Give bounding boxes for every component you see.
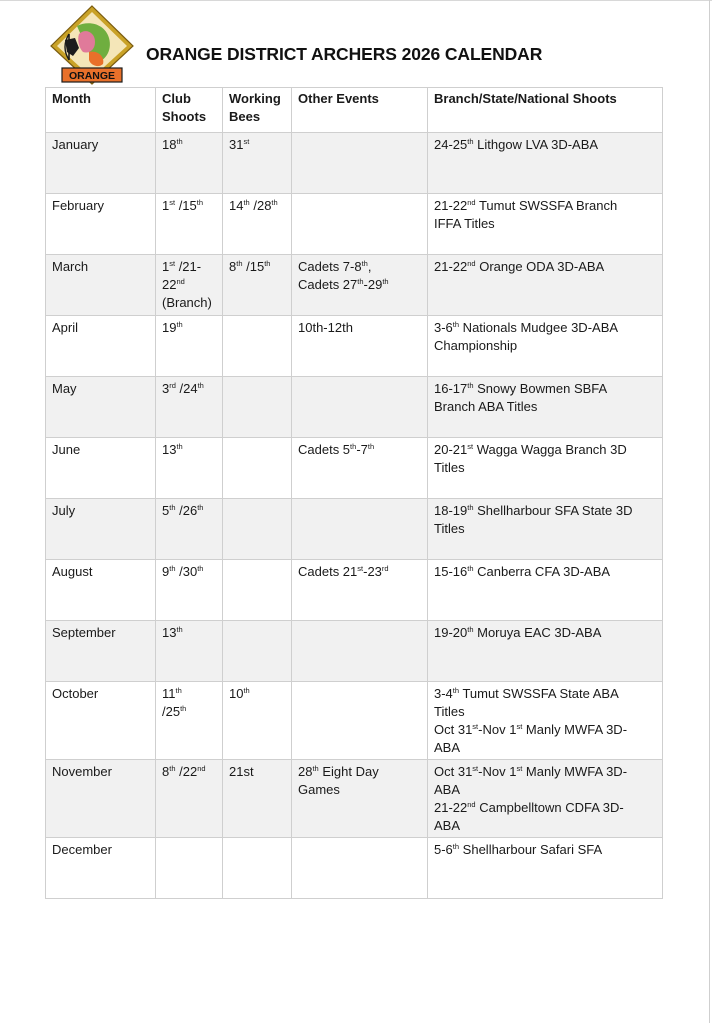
cell-line — [434, 763, 656, 781]
cell-text: Shellharbour Safari SFA — [459, 842, 603, 857]
other-events-cell — [292, 838, 428, 899]
cell-text: ABA — [434, 782, 461, 797]
cell-text: 24-25 — [434, 137, 468, 152]
cell-text: 15-16 — [434, 564, 468, 579]
table-row — [46, 499, 663, 560]
cell-text: /26 — [175, 503, 198, 518]
cell-line — [434, 563, 656, 581]
cell-text: Lithgow LVA 3D-ABA — [473, 137, 599, 152]
branch-shoots-cell — [428, 621, 663, 682]
club-shoots-cell — [156, 316, 223, 377]
cell-line — [229, 685, 285, 703]
club-shoots-cell — [156, 255, 223, 316]
branch-shoots-cell — [428, 838, 663, 899]
cell-line — [162, 441, 216, 459]
branch-shoots-cell — [428, 133, 663, 194]
cell-line — [434, 197, 656, 215]
cell-text: 21st — [229, 764, 254, 779]
cell-text: Tumut SWSSFA Branch — [475, 198, 618, 213]
cell-line — [434, 520, 656, 538]
cell-line — [434, 441, 656, 459]
cell-line — [162, 624, 216, 642]
ordinal-suffix: st — [169, 259, 176, 268]
cell-text: 8 — [162, 764, 170, 779]
working-bees-cell — [223, 133, 292, 194]
cell-text: Titles — [434, 460, 465, 475]
ordinal-suffix: th — [169, 764, 176, 773]
working-bees-cell — [223, 316, 292, 377]
cell-line — [162, 763, 216, 781]
cell-text: Cadets 5 — [298, 442, 351, 457]
cell-text: ABA — [434, 740, 461, 755]
table-row — [46, 194, 663, 255]
header-cell — [223, 88, 292, 133]
header-cell — [46, 88, 156, 133]
club-shoots-cell — [156, 499, 223, 560]
ordinal-suffix: th — [467, 625, 474, 634]
ordinal-suffix: nd — [197, 764, 206, 773]
working-bees-cell — [223, 438, 292, 499]
cell-line — [434, 258, 656, 276]
cell-text: -Nov 1 — [478, 764, 517, 779]
cell-text: 19-20 — [434, 625, 468, 640]
month-cell: November — [46, 760, 156, 838]
cell-text: 13 — [162, 625, 177, 640]
cell-text: 16-17 — [434, 381, 468, 396]
cell-line — [298, 276, 421, 294]
ordinal-suffix: th — [176, 442, 183, 451]
ordinal-suffix: st — [516, 764, 523, 773]
ordinal-suffix: th — [264, 259, 271, 268]
month-cell: January — [46, 133, 156, 194]
month-cell: July — [46, 499, 156, 560]
ordinal-suffix: th — [361, 259, 368, 268]
cell-line — [298, 441, 421, 459]
ordinal-suffix: th — [467, 503, 474, 512]
cell-text: , — [367, 259, 372, 274]
ordinal-suffix: st — [516, 722, 523, 731]
cell-text: 5-6 — [434, 842, 453, 857]
ordinal-suffix: st — [169, 198, 176, 207]
cell-text: 11 — [162, 686, 176, 701]
ordinal-suffix: th — [169, 564, 176, 573]
cell-text: Oct 31 — [434, 722, 473, 737]
ordinal-suffix: st — [357, 564, 364, 573]
club-shoots-cell — [156, 133, 223, 194]
month-cell: March — [46, 255, 156, 316]
ordinal-suffix: th — [452, 842, 460, 851]
other-events-cell — [292, 377, 428, 438]
working-bees-cell — [223, 377, 292, 438]
other-events-cell — [292, 499, 428, 560]
cell-text: -29 — [363, 277, 383, 292]
club-shoots-cell — [156, 760, 223, 838]
cell-text: Manly MWFA 3D- — [522, 764, 628, 779]
ordinal-suffix: th — [452, 320, 460, 329]
header-label: Shoots — [162, 109, 207, 124]
ordinal-suffix: th — [467, 381, 474, 390]
cell-line — [162, 294, 216, 312]
other-events-cell — [292, 438, 428, 499]
club-shoots-cell — [156, 621, 223, 682]
club-shoots-cell — [156, 560, 223, 621]
cell-line — [162, 276, 216, 294]
other-events-cell — [292, 682, 428, 760]
cell-line — [229, 258, 285, 276]
cell-text: 14 — [229, 198, 244, 213]
table-row — [46, 438, 663, 499]
other-events-cell — [292, 255, 428, 316]
other-events-cell — [292, 621, 428, 682]
ordinal-suffix: th — [197, 503, 204, 512]
other-events-cell — [292, 560, 428, 621]
cell-line — [229, 763, 285, 781]
ordinal-suffix: th — [357, 277, 364, 286]
cell-line — [434, 739, 656, 757]
cell-line — [162, 258, 216, 276]
ordinal-suffix: nd — [467, 800, 476, 809]
cell-line — [434, 398, 656, 416]
cell-text: Cadets 7-8 — [298, 259, 362, 274]
cell-text: 5 — [162, 503, 170, 518]
cell-text: 20-21 — [434, 442, 468, 457]
month-cell: September — [46, 621, 156, 682]
month-cell: April — [46, 316, 156, 377]
table-row — [46, 255, 663, 316]
header-label: Other Events — [298, 91, 379, 106]
ordinal-suffix: th — [196, 198, 204, 207]
cell-text: 10 — [229, 686, 244, 701]
ordinal-suffix: st — [472, 764, 479, 773]
cell-line — [162, 703, 216, 721]
calendar-table — [45, 87, 663, 899]
branch-shoots-cell — [428, 438, 663, 499]
cell-text: Games — [298, 782, 340, 797]
ordinal-suffix: rd — [169, 381, 176, 390]
working-bees-cell — [223, 255, 292, 316]
cell-text: Eight Day — [318, 764, 379, 779]
calendar-body — [46, 133, 663, 899]
working-bees-cell — [223, 560, 292, 621]
working-bees-cell — [223, 760, 292, 838]
ordinal-suffix: nd — [467, 259, 476, 268]
working-bees-cell — [223, 621, 292, 682]
table-row — [46, 760, 663, 838]
header-label: Club — [162, 91, 191, 106]
cell-text: 21-22 — [434, 800, 468, 815]
club-shoots-cell — [156, 838, 223, 899]
month-cell: August — [46, 560, 156, 621]
header-label: Working — [229, 91, 281, 106]
cell-line — [162, 563, 216, 581]
cell-line — [434, 721, 656, 739]
ordinal-suffix: th — [467, 564, 474, 573]
branch-shoots-cell — [428, 760, 663, 838]
table-row — [46, 316, 663, 377]
ordinal-suffix: th — [176, 625, 183, 634]
ordinal-suffix: th — [467, 137, 474, 146]
cell-text: 22 — [162, 277, 177, 292]
header-label: Month — [52, 91, 91, 106]
cell-text: (Branch) — [162, 295, 212, 310]
cell-text: 28 — [298, 764, 313, 779]
ordinal-suffix: th — [367, 442, 375, 451]
ordinal-suffix: th — [176, 320, 183, 329]
branch-shoots-cell — [428, 194, 663, 255]
cell-text: Titles — [434, 521, 465, 536]
branch-shoots-cell — [428, 316, 663, 377]
cell-text: 10th-12th — [298, 320, 353, 335]
cell-text: /30 — [175, 564, 198, 579]
cell-text: Shellharbour SFA State 3D — [473, 503, 633, 518]
other-events-cell — [292, 133, 428, 194]
cell-line — [434, 685, 656, 703]
ordinal-suffix: nd — [176, 277, 185, 286]
table-row — [46, 377, 663, 438]
club-shoots-cell — [156, 682, 223, 760]
cell-text: 13 — [162, 442, 177, 457]
club-shoots-cell — [156, 438, 223, 499]
ordinal-suffix: th — [197, 381, 204, 390]
ordinal-suffix: th — [180, 704, 187, 713]
cell-line — [434, 215, 656, 233]
cell-text: Orange ODA 3D-ABA — [475, 259, 605, 274]
cell-text: Titles — [434, 704, 465, 719]
club-logo-icon — [49, 4, 135, 86]
ordinal-suffix: st — [467, 442, 474, 451]
month-cell: December — [46, 838, 156, 899]
cell-line — [162, 197, 216, 215]
ordinal-suffix: th — [452, 686, 460, 695]
cell-line — [298, 258, 421, 276]
cell-text: /22 — [175, 764, 198, 779]
cell-line — [434, 459, 656, 477]
cell-line — [434, 136, 656, 154]
cell-text: Tumut SWSSFA State ABA — [459, 686, 619, 701]
cell-line — [434, 319, 656, 337]
cell-text: /25 — [162, 704, 181, 719]
cell-text: -23 — [363, 564, 382, 579]
ordinal-suffix: nd — [467, 198, 476, 207]
branch-shoots-cell — [428, 255, 663, 316]
ordinal-suffix: th — [382, 277, 389, 286]
cell-text: /24 — [175, 381, 198, 396]
cell-line — [162, 380, 216, 398]
page-right-border — [709, 0, 710, 1023]
logo-text: ORANGE — [68, 70, 116, 82]
cell-text: Campbelltown CDFA 3D- — [475, 800, 624, 815]
cell-text: IFFA Titles — [434, 216, 495, 231]
cell-text: /21- — [175, 259, 202, 274]
ordinal-suffix: th — [236, 259, 243, 268]
cell-line — [434, 799, 656, 817]
cell-text: Wagga Wagga Branch 3D — [473, 442, 627, 457]
ordinal-suffix: th — [169, 503, 176, 512]
header-cell — [292, 88, 428, 133]
cell-line — [162, 319, 216, 337]
cell-text: 9 — [162, 564, 170, 579]
table-row — [46, 133, 663, 194]
header-row — [46, 88, 663, 133]
ordinal-suffix: th — [312, 764, 319, 773]
club-shoots-cell — [156, 194, 223, 255]
cell-text: 8 — [229, 259, 237, 274]
month-cell: October — [46, 682, 156, 760]
cell-text: Cadets 27 — [298, 277, 358, 292]
branch-shoots-cell — [428, 377, 663, 438]
ordinal-suffix: st — [243, 137, 250, 146]
cell-text: 3 — [162, 381, 170, 396]
cell-line — [434, 380, 656, 398]
branch-shoots-cell — [428, 499, 663, 560]
cell-line — [298, 781, 421, 799]
table-row — [46, 621, 663, 682]
cell-text: 21-22 — [434, 198, 468, 213]
page-title: ORANGE DISTRICT ARCHERS 2026 CALENDAR — [146, 44, 543, 64]
cell-line — [162, 136, 216, 154]
cell-text: 31 — [229, 137, 244, 152]
cell-text: Cadets 21 — [298, 564, 358, 579]
cell-text: Nationals Mudgee 3D-ABA — [459, 320, 619, 335]
page-top-border — [0, 0, 712, 1]
ordinal-suffix: st — [472, 722, 479, 731]
ordinal-suffix: th — [175, 686, 182, 695]
cell-text: 21-22 — [434, 259, 468, 274]
cell-text: 1 — [162, 259, 170, 274]
table-row — [46, 560, 663, 621]
cell-text: 19 — [162, 320, 177, 335]
cell-text: Snowy Bowmen SBFA — [473, 381, 608, 396]
cell-text: /15 — [175, 198, 197, 213]
month-cell: February — [46, 194, 156, 255]
cell-text: -7 — [356, 442, 368, 457]
cell-line — [434, 817, 656, 835]
cell-text: /28 — [249, 198, 272, 213]
ordinal-suffix: th — [350, 442, 357, 451]
cell-text: Branch ABA Titles — [434, 399, 538, 414]
ordinal-suffix: rd — [381, 564, 389, 573]
other-events-cell — [292, 760, 428, 838]
header-cell — [428, 88, 663, 133]
cell-line — [434, 502, 656, 520]
cell-text: Championship — [434, 338, 518, 353]
table-row — [46, 838, 663, 899]
cell-text: 18 — [162, 137, 177, 152]
cell-line — [434, 337, 656, 355]
cell-line — [298, 763, 421, 781]
working-bees-cell — [223, 194, 292, 255]
table-row — [46, 682, 663, 760]
ordinal-suffix: th — [176, 137, 183, 146]
cell-text: Moruya EAC 3D-ABA — [473, 625, 602, 640]
branch-shoots-cell — [428, 560, 663, 621]
cell-text: Canberra CFA 3D-ABA — [473, 564, 611, 579]
ordinal-suffix: th — [271, 198, 278, 207]
ordinal-suffix: th — [243, 198, 250, 207]
cell-text: Manly MWFA 3D- — [522, 722, 628, 737]
cell-line — [298, 563, 421, 581]
cell-line — [434, 841, 656, 859]
month-cell: June — [46, 438, 156, 499]
working-bees-cell — [223, 838, 292, 899]
cell-text: 3-6 — [434, 320, 453, 335]
cell-text: 18-19 — [434, 503, 468, 518]
cell-text: 1 — [162, 198, 170, 213]
month-cell: May — [46, 377, 156, 438]
other-events-cell — [292, 194, 428, 255]
cell-line — [162, 502, 216, 520]
cell-line — [434, 624, 656, 642]
cell-line — [229, 136, 285, 154]
branch-shoots-cell — [428, 682, 663, 760]
cell-text: ABA — [434, 818, 461, 833]
cell-line — [298, 319, 421, 337]
ordinal-suffix: th — [243, 686, 250, 695]
header-label: Branch/State/National Shoots — [434, 91, 617, 106]
cell-line — [229, 197, 285, 215]
cell-line — [162, 685, 216, 703]
club-shoots-cell — [156, 377, 223, 438]
other-events-cell — [292, 316, 428, 377]
working-bees-cell — [223, 499, 292, 560]
cell-text: Oct 31 — [434, 764, 473, 779]
ordinal-suffix: th — [197, 564, 204, 573]
cell-text: /15 — [242, 259, 265, 274]
cell-text: -Nov 1 — [478, 722, 517, 737]
header-cell — [156, 88, 223, 133]
cell-line — [434, 781, 656, 799]
header-label: Bees — [229, 109, 261, 124]
cell-line — [434, 703, 656, 721]
cell-text: 3-4 — [434, 686, 453, 701]
working-bees-cell — [223, 682, 292, 760]
